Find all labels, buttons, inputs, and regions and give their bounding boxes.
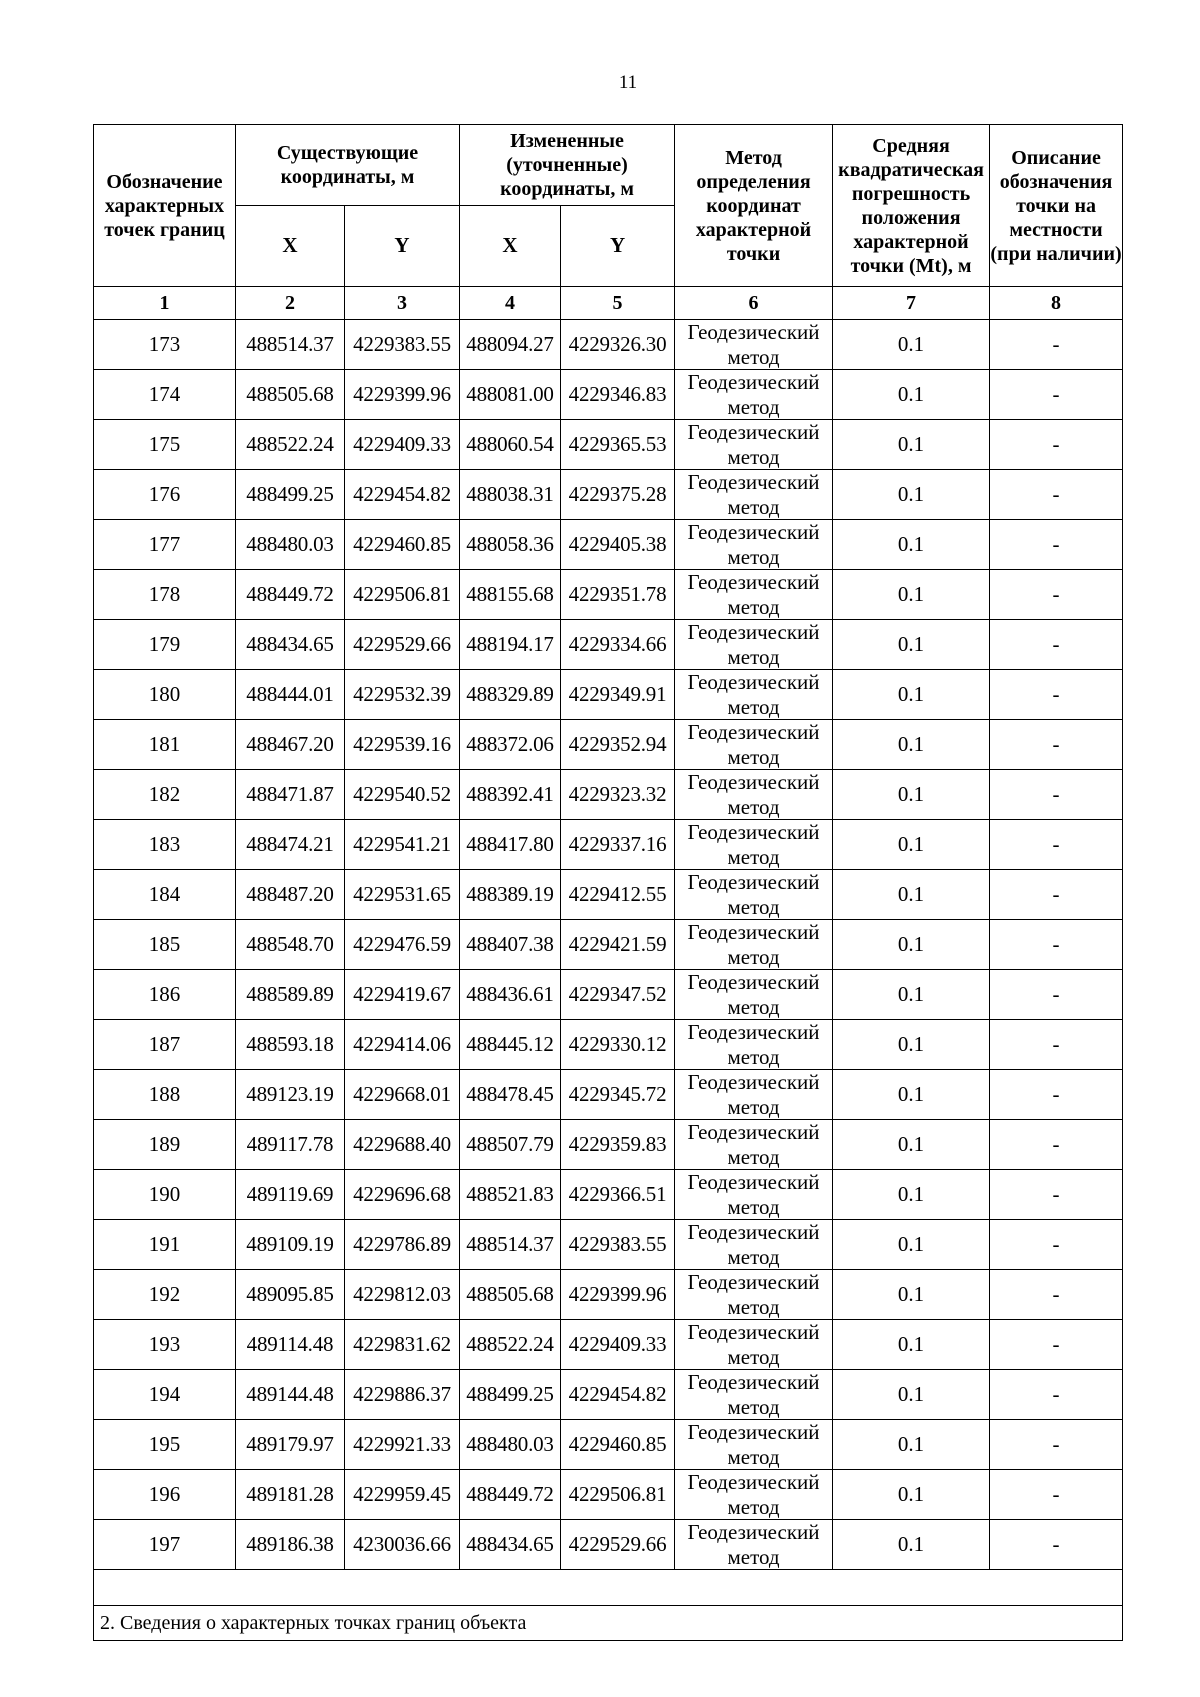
existing-y-cell: 4229409.33 [345,420,460,470]
method-cell: Геодезический метод [675,620,833,670]
error-cell: 0.1 [833,720,990,770]
point-id-cell: 176 [94,470,236,520]
error-cell: 0.1 [833,970,990,1020]
point-id-cell: 186 [94,970,236,1020]
changed-x-cell: 488505.68 [460,1270,561,1320]
method-cell: Геодезический метод [675,1470,833,1520]
table-row [94,1270,1123,1320]
point-id-cell: 193 [94,1320,236,1370]
column-number: 4 [460,287,561,320]
changed-y-cell: 4229347.52 [561,970,675,1020]
existing-y-cell: 4229540.52 [345,770,460,820]
changed-y-cell: 4229383.55 [561,1220,675,1270]
changed-x-cell: 488449.72 [460,1470,561,1520]
error-cell: 0.1 [833,1420,990,1470]
method-cell: Геодезический метод [675,1120,833,1170]
description-cell: - [990,1220,1123,1270]
point-id-cell: 173 [94,320,236,370]
existing-y-cell: 4229419.67 [345,970,460,1020]
point-id-cell: 192 [94,1270,236,1320]
changed-x-cell: 488329.89 [460,670,561,720]
error-cell: 0.1 [833,1020,990,1070]
method-cell: Геодезический метод [675,1420,833,1470]
changed-x-cell: 488417.80 [460,820,561,870]
table-row [94,320,1123,370]
existing-x-cell: 488434.65 [236,620,345,670]
existing-x-cell: 489095.85 [236,1270,345,1320]
existing-x-cell: 488589.89 [236,970,345,1020]
column-number: 6 [675,287,833,320]
existing-y-cell: 4229688.40 [345,1120,460,1170]
table-row [94,970,1123,1020]
description-cell: - [990,770,1123,820]
table-row [94,570,1123,620]
error-cell: 0.1 [833,1470,990,1520]
description-cell: - [990,670,1123,720]
point-id-cell: 195 [94,1420,236,1470]
existing-y-cell: 4229383.55 [345,320,460,370]
table-row [94,1170,1123,1220]
method-cell: Геодезический метод [675,420,833,470]
method-cell: Геодезический метод [675,1370,833,1420]
description-cell: - [990,1020,1123,1070]
description-cell: - [990,1070,1123,1120]
header-changed-y: Y [561,206,675,287]
point-id-cell: 185 [94,920,236,970]
existing-y-cell: 4229541.21 [345,820,460,870]
changed-y-cell: 4229337.16 [561,820,675,870]
point-id-cell: 191 [94,1220,236,1270]
point-id-cell: 182 [94,770,236,820]
changed-y-cell: 4229366.51 [561,1170,675,1220]
existing-y-cell: 4229506.81 [345,570,460,620]
existing-y-cell: 4229921.33 [345,1420,460,1470]
point-id-cell: 190 [94,1170,236,1220]
description-cell: - [990,1520,1123,1570]
changed-y-cell: 4229460.85 [561,1420,675,1470]
changed-y-cell: 4229375.28 [561,470,675,520]
changed-y-cell: 4229352.94 [561,720,675,770]
table-row [94,1420,1123,1470]
method-cell: Геодезический метод [675,820,833,870]
table-row [94,1370,1123,1420]
changed-x-cell: 488407.38 [460,920,561,970]
coordinates-table [93,124,1123,1641]
description-cell: - [990,1170,1123,1220]
changed-y-cell: 4229399.96 [561,1270,675,1320]
changed-x-cell: 488499.25 [460,1370,561,1420]
table-row [94,620,1123,670]
existing-x-cell: 489117.78 [236,1120,345,1170]
changed-x-cell: 488514.37 [460,1220,561,1270]
header-existing-coords: Существующие координаты, м [236,125,460,206]
changed-y-cell: 4229454.82 [561,1370,675,1420]
error-cell: 0.1 [833,370,990,420]
table-row [94,820,1123,870]
point-id-cell: 194 [94,1370,236,1420]
description-cell: - [990,820,1123,870]
method-cell: Геодезический метод [675,470,833,520]
changed-x-cell: 488194.17 [460,620,561,670]
existing-y-cell: 4229532.39 [345,670,460,720]
changed-x-cell: 488436.61 [460,970,561,1020]
description-cell: - [990,1420,1123,1470]
existing-x-cell: 488444.01 [236,670,345,720]
method-cell: Геодезический метод [675,320,833,370]
description-cell: - [990,870,1123,920]
existing-x-cell: 488593.18 [236,1020,345,1070]
point-id-cell: 179 [94,620,236,670]
table-row [94,670,1123,720]
description-cell: - [990,1320,1123,1370]
error-cell: 0.1 [833,1370,990,1420]
changed-y-cell: 4229334.66 [561,620,675,670]
existing-x-cell: 489109.19 [236,1220,345,1270]
table-row [94,420,1123,470]
changed-x-cell: 488081.00 [460,370,561,420]
header-designation: Обозначение характерных точек границ [94,125,236,287]
changed-x-cell: 488038.31 [460,470,561,520]
existing-x-cell: 488505.68 [236,370,345,420]
changed-x-cell: 488507.79 [460,1120,561,1170]
description-cell: - [990,470,1123,520]
existing-y-cell: 4229831.62 [345,1320,460,1370]
error-cell: 0.1 [833,1220,990,1270]
table-row [94,870,1123,920]
table-row [94,520,1123,570]
method-cell: Геодезический метод [675,720,833,770]
existing-x-cell: 489186.38 [236,1520,345,1570]
existing-y-cell: 4229696.68 [345,1170,460,1220]
column-number: 7 [833,287,990,320]
table-row [94,720,1123,770]
existing-y-cell: 4229476.59 [345,920,460,970]
header-changed-coords: Измененные (уточненные) координаты, м [460,125,675,206]
existing-y-cell: 4229460.85 [345,520,460,570]
column-number-row [94,287,1123,320]
method-cell: Геодезический метод [675,1070,833,1120]
changed-y-cell: 4229330.12 [561,1020,675,1070]
page-number: 11 [618,72,638,93]
table-row [94,470,1123,520]
changed-x-cell: 488392.41 [460,770,561,820]
changed-x-cell: 488094.27 [460,320,561,370]
changed-y-cell: 4229345.72 [561,1070,675,1120]
point-id-cell: 188 [94,1070,236,1120]
description-cell: - [990,1270,1123,1320]
error-cell: 0.1 [833,320,990,370]
method-cell: Геодезический метод [675,1220,833,1270]
point-id-cell: 196 [94,1470,236,1520]
existing-x-cell: 489179.97 [236,1420,345,1470]
point-id-cell: 187 [94,1020,236,1070]
changed-x-cell: 488060.54 [460,420,561,470]
error-cell: 0.1 [833,1270,990,1320]
existing-y-cell: 4229886.37 [345,1370,460,1420]
error-cell: 0.1 [833,620,990,670]
header-existing-x: X [236,206,345,287]
method-cell: Геодезический метод [675,770,833,820]
changed-y-cell: 4229323.32 [561,770,675,820]
table-row [94,920,1123,970]
existing-x-cell: 488499.25 [236,470,345,520]
header-changed-x: X [460,206,561,287]
changed-x-cell: 488058.36 [460,520,561,570]
header-row-top [94,125,1123,206]
blank-cell [94,1570,1123,1606]
changed-x-cell: 488372.06 [460,720,561,770]
existing-y-cell: 4229668.01 [345,1070,460,1120]
header-description: Описание обозначения точки на местности (при наличии) [990,125,1123,287]
existing-x-cell: 488522.24 [236,420,345,470]
error-cell: 0.1 [833,670,990,720]
description-cell: - [990,720,1123,770]
method-cell: Геодезический метод [675,970,833,1020]
table-row [94,1470,1123,1520]
method-cell: Геодезический метод [675,370,833,420]
description-cell: - [990,520,1123,570]
error-cell: 0.1 [833,520,990,570]
changed-y-cell: 4229412.55 [561,870,675,920]
existing-y-cell: 4229812.03 [345,1270,460,1320]
description-cell: - [990,570,1123,620]
column-number: 5 [561,287,675,320]
error-cell: 0.1 [833,420,990,470]
changed-y-cell: 4229405.38 [561,520,675,570]
existing-x-cell: 489119.69 [236,1170,345,1220]
method-cell: Геодезический метод [675,1270,833,1320]
existing-x-cell: 489114.48 [236,1320,345,1370]
blank-row [94,1570,1123,1606]
changed-y-cell: 4229359.83 [561,1120,675,1170]
changed-x-cell: 488434.65 [460,1520,561,1570]
changed-x-cell: 488480.03 [460,1420,561,1470]
table-row [94,1320,1123,1370]
description-cell: - [990,970,1123,1020]
table-row [94,370,1123,420]
point-id-cell: 174 [94,370,236,420]
error-cell: 0.1 [833,920,990,970]
table-row [94,1120,1123,1170]
existing-y-cell: 4229786.89 [345,1220,460,1270]
existing-y-cell: 4229539.16 [345,720,460,770]
description-cell: - [990,920,1123,970]
existing-x-cell: 488480.03 [236,520,345,570]
method-cell: Геодезический метод [675,1020,833,1070]
point-id-cell: 184 [94,870,236,920]
existing-y-cell: 4229529.66 [345,620,460,670]
point-id-cell: 189 [94,1120,236,1170]
description-cell: - [990,1370,1123,1420]
point-id-cell: 178 [94,570,236,620]
existing-x-cell: 488471.87 [236,770,345,820]
existing-y-cell: 4229531.65 [345,870,460,920]
description-cell: - [990,370,1123,420]
error-cell: 0.1 [833,1120,990,1170]
changed-y-cell: 4229365.53 [561,420,675,470]
changed-y-cell: 4229409.33 [561,1320,675,1370]
existing-x-cell: 488548.70 [236,920,345,970]
description-cell: - [990,1470,1123,1520]
table-row [94,1220,1123,1270]
point-id-cell: 183 [94,820,236,870]
method-cell: Геодезический метод [675,570,833,620]
table-row [94,1520,1123,1570]
method-cell: Геодезический метод [675,1170,833,1220]
method-cell: Геодезический метод [675,1320,833,1370]
error-cell: 0.1 [833,570,990,620]
column-number: 8 [990,287,1123,320]
description-cell: - [990,420,1123,470]
table-row [94,1020,1123,1070]
point-id-cell: 181 [94,720,236,770]
changed-x-cell: 488522.24 [460,1320,561,1370]
error-cell: 0.1 [833,870,990,920]
column-number: 1 [94,287,236,320]
point-id-cell: 180 [94,670,236,720]
existing-y-cell: 4229454.82 [345,470,460,520]
existing-x-cell: 488474.21 [236,820,345,870]
header-error: Средняя квадратическая погрешность положения характерной точки (Mt), м [833,125,990,287]
table-row [94,1070,1123,1120]
method-cell: Геодезический метод [675,870,833,920]
changed-x-cell: 488389.19 [460,870,561,920]
existing-x-cell: 489123.19 [236,1070,345,1120]
changed-x-cell: 488155.68 [460,570,561,620]
section-heading: 2. Сведения о характерных точках границ объекта [94,1606,1123,1641]
changed-y-cell: 4229346.83 [561,370,675,420]
changed-y-cell: 4229326.30 [561,320,675,370]
error-cell: 0.1 [833,770,990,820]
changed-y-cell: 4229351.78 [561,570,675,620]
point-id-cell: 197 [94,1520,236,1570]
description-cell: - [990,620,1123,670]
existing-x-cell: 488467.20 [236,720,345,770]
existing-x-cell: 488487.20 [236,870,345,920]
changed-x-cell: 488478.45 [460,1070,561,1120]
existing-y-cell: 4229959.45 [345,1470,460,1520]
description-cell: - [990,320,1123,370]
changed-y-cell: 4229349.91 [561,670,675,720]
table-body [94,320,1123,1570]
method-cell: Геодезический метод [675,1520,833,1570]
column-number: 2 [236,287,345,320]
changed-x-cell: 488521.83 [460,1170,561,1220]
existing-x-cell: 488514.37 [236,320,345,370]
error-cell: 0.1 [833,1170,990,1220]
changed-x-cell: 488445.12 [460,1020,561,1070]
section-heading-row [94,1606,1123,1641]
point-id-cell: 175 [94,420,236,470]
existing-x-cell: 488449.72 [236,570,345,620]
existing-y-cell: 4229399.96 [345,370,460,420]
table-row [94,770,1123,820]
existing-x-cell: 489181.28 [236,1470,345,1520]
description-cell: - [990,1120,1123,1170]
method-cell: Геодезический метод [675,920,833,970]
error-cell: 0.1 [833,1520,990,1570]
error-cell: 0.1 [833,820,990,870]
point-id-cell: 177 [94,520,236,570]
changed-y-cell: 4229421.59 [561,920,675,970]
header-existing-y: Y [345,206,460,287]
existing-y-cell: 4230036.66 [345,1520,460,1570]
method-cell: Геодезический метод [675,520,833,570]
error-cell: 0.1 [833,470,990,520]
existing-x-cell: 489144.48 [236,1370,345,1420]
method-cell: Геодезический метод [675,670,833,720]
header-method: Метод определения координат характерной точки [675,125,833,287]
changed-y-cell: 4229506.81 [561,1470,675,1520]
column-number: 3 [345,287,460,320]
error-cell: 0.1 [833,1070,990,1120]
error-cell: 0.1 [833,1320,990,1370]
changed-y-cell: 4229529.66 [561,1520,675,1570]
existing-y-cell: 4229414.06 [345,1020,460,1070]
